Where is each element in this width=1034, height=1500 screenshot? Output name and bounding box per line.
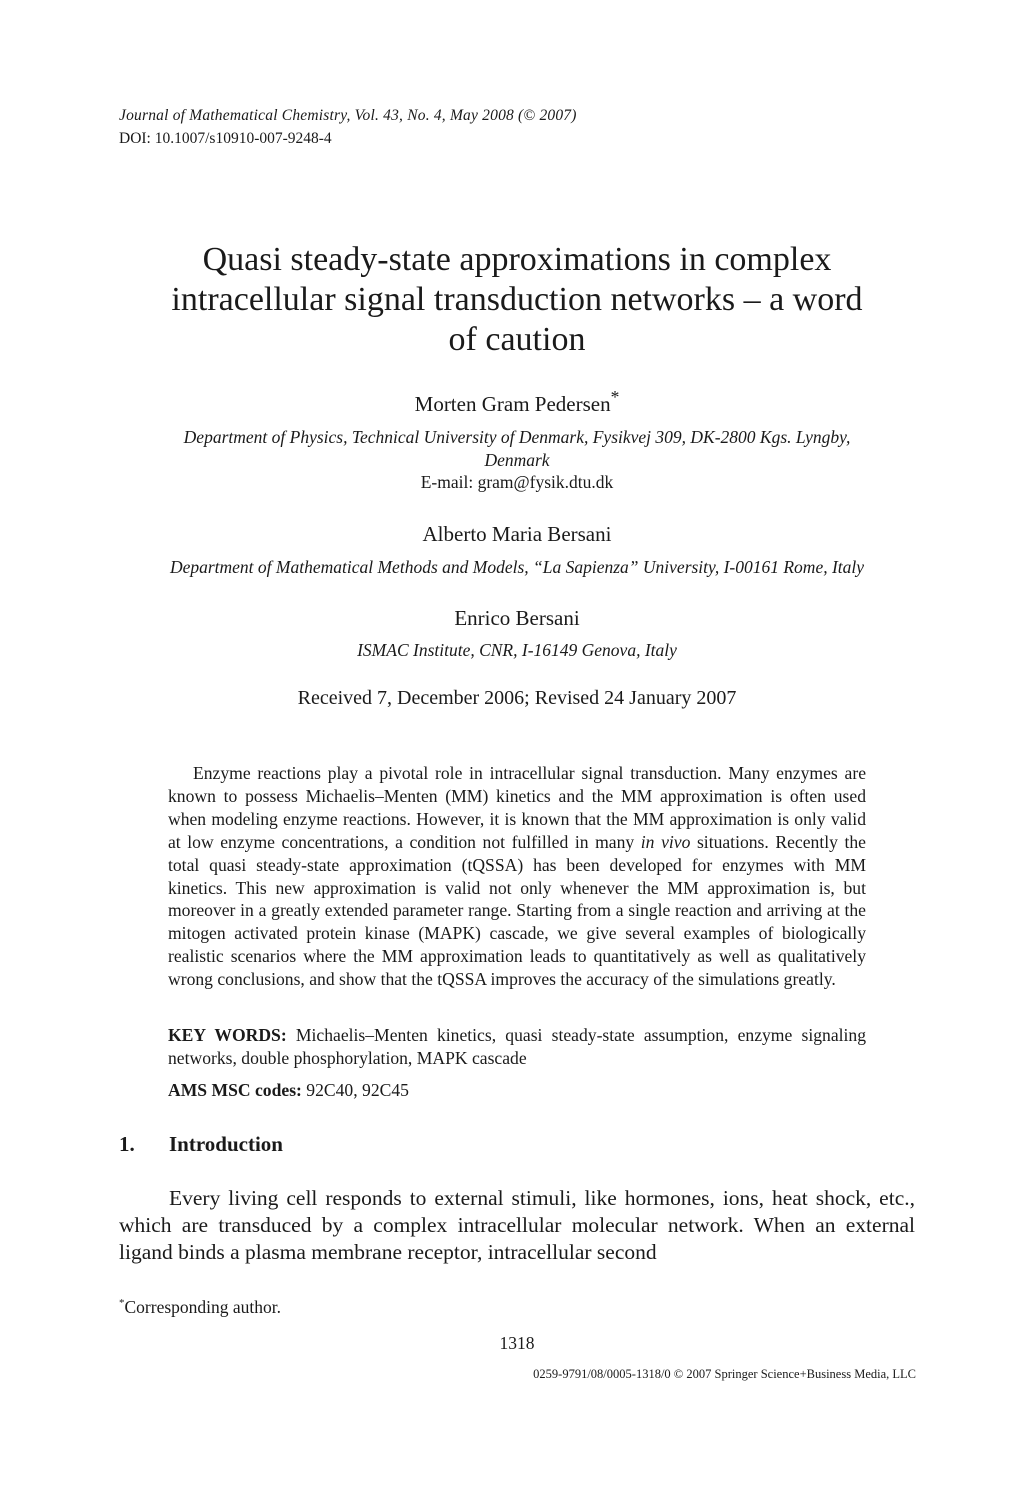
title-line: Quasi steady-state approximations in complex [202,241,832,278]
section-number: 1. [119,1132,135,1156]
author-email: E-mail: gram@fysik.dtu.dk [420,472,614,492]
author-name: Enrico Bersani [454,606,580,630]
received-dates: Received 7, December 2006; Revised 24 January 2007 [297,687,737,709]
paper-title [130,240,904,360]
ams-codes: AMS MSC codes: 92C40, 92C45 [168,1080,409,1100]
body-paragraph: Every living cell responds to external stimuli, like hormones, ions, heat shock, etc., which are transduced by a complex intracellular molecular network. When an external ligand binds a plasma membrane receptor, intracellular second [119,1186,915,1264]
title-line: of caution [448,321,586,358]
author-affiliation: Department of Mathematical Methods and Models, “La Sapienza” University, I-00161 Rome, Italy [169,557,865,577]
footnote: *Corresponding author. [119,1297,282,1317]
ams-label: AMS MSC codes: [168,1080,302,1100]
journal-citation: Journal of Mathematical Chemistry, Vol. 43, No. 4, May 2008 (© 2007) [119,107,577,124]
keywords-label: KEY WORDS: [168,1025,287,1045]
page-number: 1318 [499,1333,535,1353]
author-affiliation: Department of Physics, Technical University of Denmark, Fysikvej 309, DK-2800 Kgs. Lyngby, Denmark [183,427,851,470]
author-name: Alberto Maria Bersani [422,522,612,546]
author-affiliation: ISMAC Institute, CNR, I-16149 Genova, Italy [357,640,677,660]
abstract-italic: in vivo [640,831,691,852]
keywords: KEY WORDS: Michaelis–Menten kinetics, quasi steady-state assumption, enzyme signaling networks, double phosphorylation, MAPK cascade [168,1025,867,1068]
abstract: Enzyme reactions play a pivotal role in intracellular signal transduction. Many enzymes are known to possess Michaelis–Menten (MM) kinetics and the MM approximation is often used when modeling enzyme reactions. However, it is known that the MM approximation is only valid at low enzyme concentrations, a condition not fulfilled in many in vivo situations. Recently the total quasi steady-state approximation (tQSSA) has been developed for enzymes with MM kinetics. This new approximation is valid not only whenever the MM approximation is, but moreover in a greatly extended parameter range. Starting from a single reaction and arriving at the mitogen activated protein kinase (MAPK) cascade, we give several examples of biologically realistic scenarios where the MM approximation leads to quantitatively as well as qualitatively wrong conclusions, and show that the tQSSA improves the accuracy of the simulations greatly. [168,763,866,990]
corresponding-marker: * [610,387,620,407]
doi: DOI: 10.1007/s10910-007-9248-4 [119,130,332,147]
section-heading [119,1132,283,1157]
copyright-line: 0259-9791/08/0005-1318/0 © 2007 Springer Science+Business Media, LLC [533,1367,916,1381]
author-name: Morten Gram Pedersen* [414,387,620,416]
title-line: intracellular signal transduction networks – a word [171,281,863,318]
section-title: Introduction [169,1132,283,1156]
